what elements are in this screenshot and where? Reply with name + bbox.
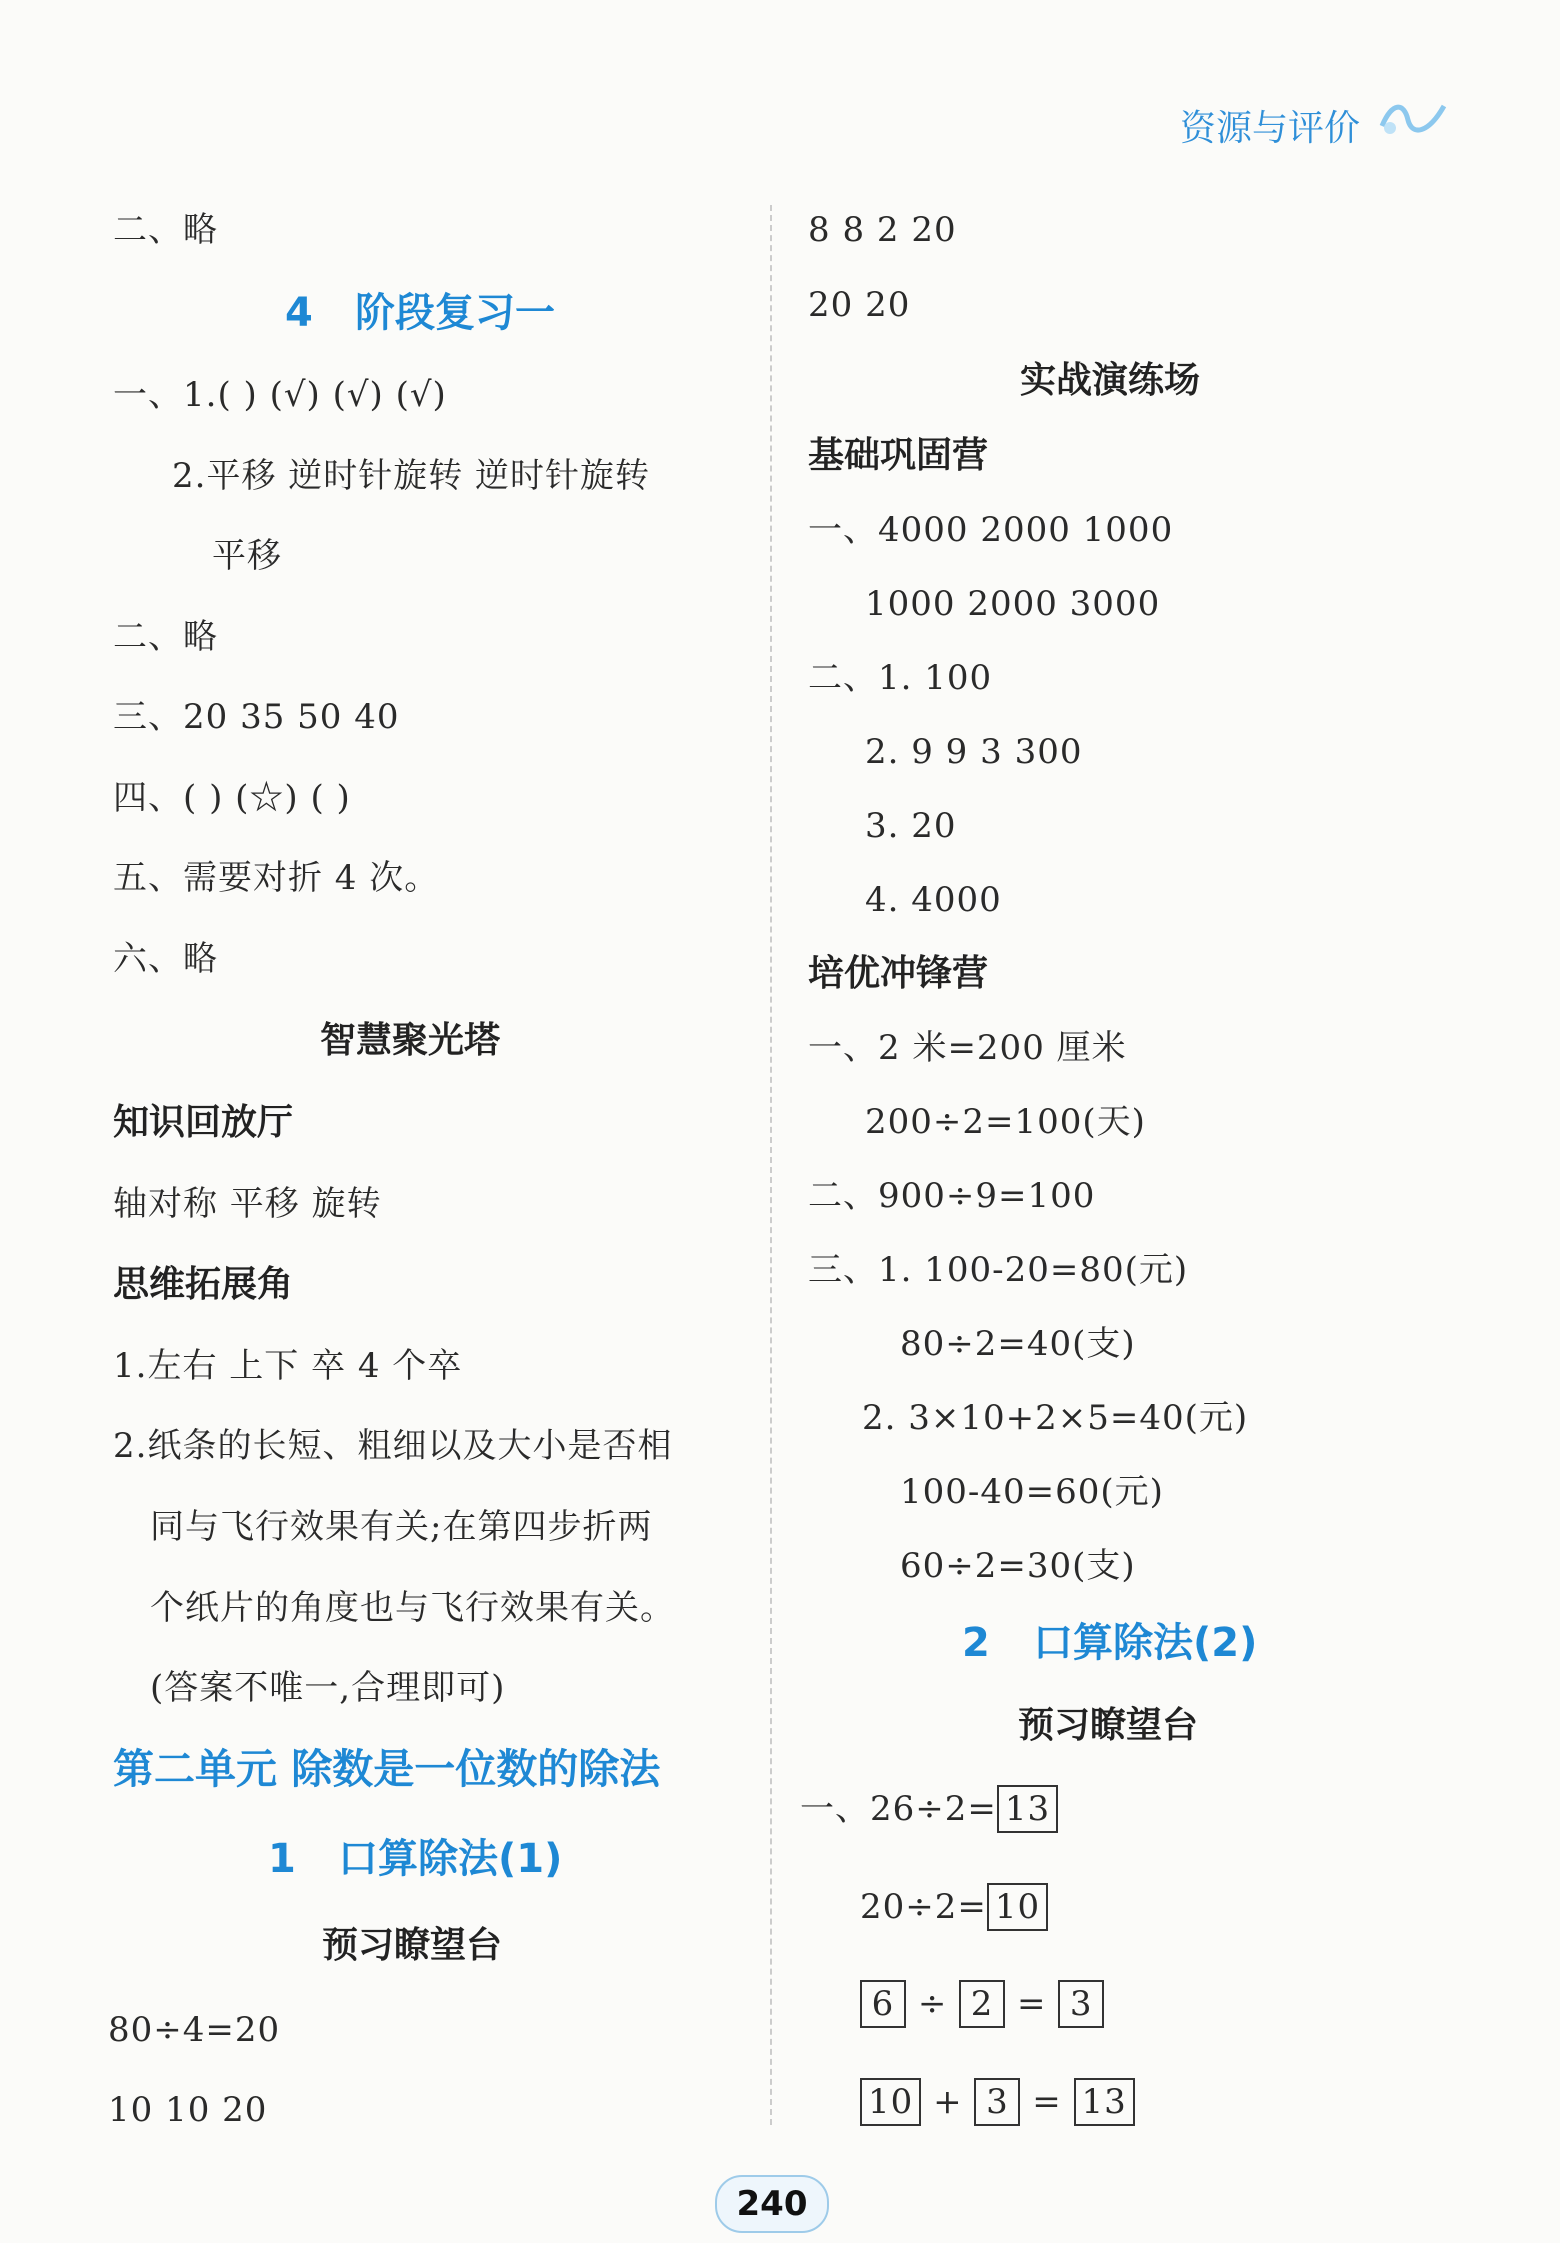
equation-text: 20÷2= <box>860 1887 987 1927</box>
answer-line: 同与飞行效果有关;在第四步折两 <box>150 1507 653 1547</box>
subsection-heading: 预习瞭望台 <box>322 1925 503 1966</box>
answer-box: 10 <box>987 1883 1048 1931</box>
answer-line: 一、2 米=200 厘米 <box>808 1028 1127 1068</box>
answer-line: 100-40=60(元) <box>900 1472 1164 1512</box>
answer-line: 平移 <box>212 536 282 576</box>
answer-line: 3. 20 <box>865 806 957 846</box>
answer-line: 20 20 <box>808 285 911 325</box>
unit-title: 第二单元 除数是一位数的除法 <box>113 1745 661 1793</box>
answer-line: 1.左右 上下 卒 4 个卒 <box>113 1346 463 1386</box>
answer-line: 二、略 <box>113 210 218 250</box>
equation-line <box>860 1883 1048 1931</box>
equation-line <box>800 1785 1058 1833</box>
wave-logo-icon <box>1378 96 1448 142</box>
column-divider <box>770 205 772 2125</box>
answer-line: 一、1.( ) (√) (√) (√) <box>113 375 447 415</box>
answer-box: 3 <box>1058 1980 1104 2028</box>
equation-line <box>860 1980 1104 2028</box>
answer-line: 二、1. 100 <box>808 658 993 698</box>
operator: ÷ <box>917 1984 948 2024</box>
answer-box: 10 <box>860 2078 921 2126</box>
answer-line: 三、1. 100-20=80(元) <box>808 1250 1189 1290</box>
answer-line: 二、900÷9=100 <box>808 1176 1096 1216</box>
category-heading: 基础巩固营 <box>808 435 989 476</box>
answer-box: 2 <box>959 1980 1005 2028</box>
answer-line: (答案不唯一,合理即可) <box>150 1668 506 1708</box>
operator: + <box>933 2082 963 2122</box>
answer-line: 4. 4000 <box>865 880 1002 920</box>
answer-line: 2.纸条的长短、粗细以及大小是否相 <box>113 1426 673 1466</box>
header-title: 资源与评价 <box>1180 108 1361 149</box>
answer-line: 80÷4=20 <box>108 2010 281 2050</box>
operator: = <box>1032 2082 1062 2122</box>
section-title: 口算除法(2) <box>1033 1620 1258 1666</box>
answer-line: 个纸片的角度也与飞行效果有关。 <box>150 1588 675 1628</box>
section-number: 1 <box>268 1836 296 1882</box>
page-number: 240 <box>715 2175 829 2233</box>
answer-line: 2.平移 逆时针旋转 逆时针旋转 <box>172 456 651 496</box>
answer-box: 13 <box>1074 2078 1135 2126</box>
section-number: 2 <box>962 1620 990 1666</box>
answer-line: 10 10 20 <box>108 2090 268 2130</box>
subsection-heading: 智慧聚光塔 <box>320 1020 501 1061</box>
answer-box: 13 <box>997 1785 1058 1833</box>
answer-line: 一、4000 2000 1000 <box>808 510 1174 550</box>
answer-box: 3 <box>974 2078 1020 2126</box>
answer-line: 2. 3×10+2×5=40(元) <box>862 1398 1249 1438</box>
category-heading: 培优冲锋营 <box>808 953 989 994</box>
category-heading: 知识回放厅 <box>113 1102 294 1143</box>
subsection-heading: 预习瞭望台 <box>1018 1705 1199 1746</box>
answer-line: 2. 9 9 3 300 <box>865 732 1083 772</box>
answer-line: 200÷2=100(天) <box>865 1102 1146 1142</box>
section-number: 4 <box>285 290 313 336</box>
section-title: 阶段复习一 <box>355 290 555 336</box>
answer-line: 二、略 <box>113 617 218 657</box>
answer-line: 六、略 <box>113 939 218 979</box>
answer-line: 60÷2=30(支) <box>900 1546 1136 1586</box>
answer-line: 四、( ) (☆) ( ) <box>113 778 351 818</box>
answer-line: 80÷2=40(支) <box>900 1324 1136 1364</box>
answer-line: 8 8 2 20 <box>808 210 957 250</box>
category-heading: 思维拓展角 <box>113 1264 294 1305</box>
answer-line: 1000 2000 3000 <box>865 584 1161 624</box>
answer-line: 轴对称 平移 旋转 <box>113 1184 382 1224</box>
equation-text: 一、26÷2= <box>800 1789 997 1829</box>
answer-line: 三、20 35 50 40 <box>113 697 400 737</box>
section-title: 口算除法(1) <box>338 1836 563 1882</box>
subsection-heading: 实战演练场 <box>1020 360 1201 401</box>
equation-line <box>860 2078 1135 2126</box>
operator: = <box>1016 1984 1047 2024</box>
answer-box: 6 <box>860 1980 906 2028</box>
answer-line: 五、需要对折 4 次。 <box>113 858 440 898</box>
